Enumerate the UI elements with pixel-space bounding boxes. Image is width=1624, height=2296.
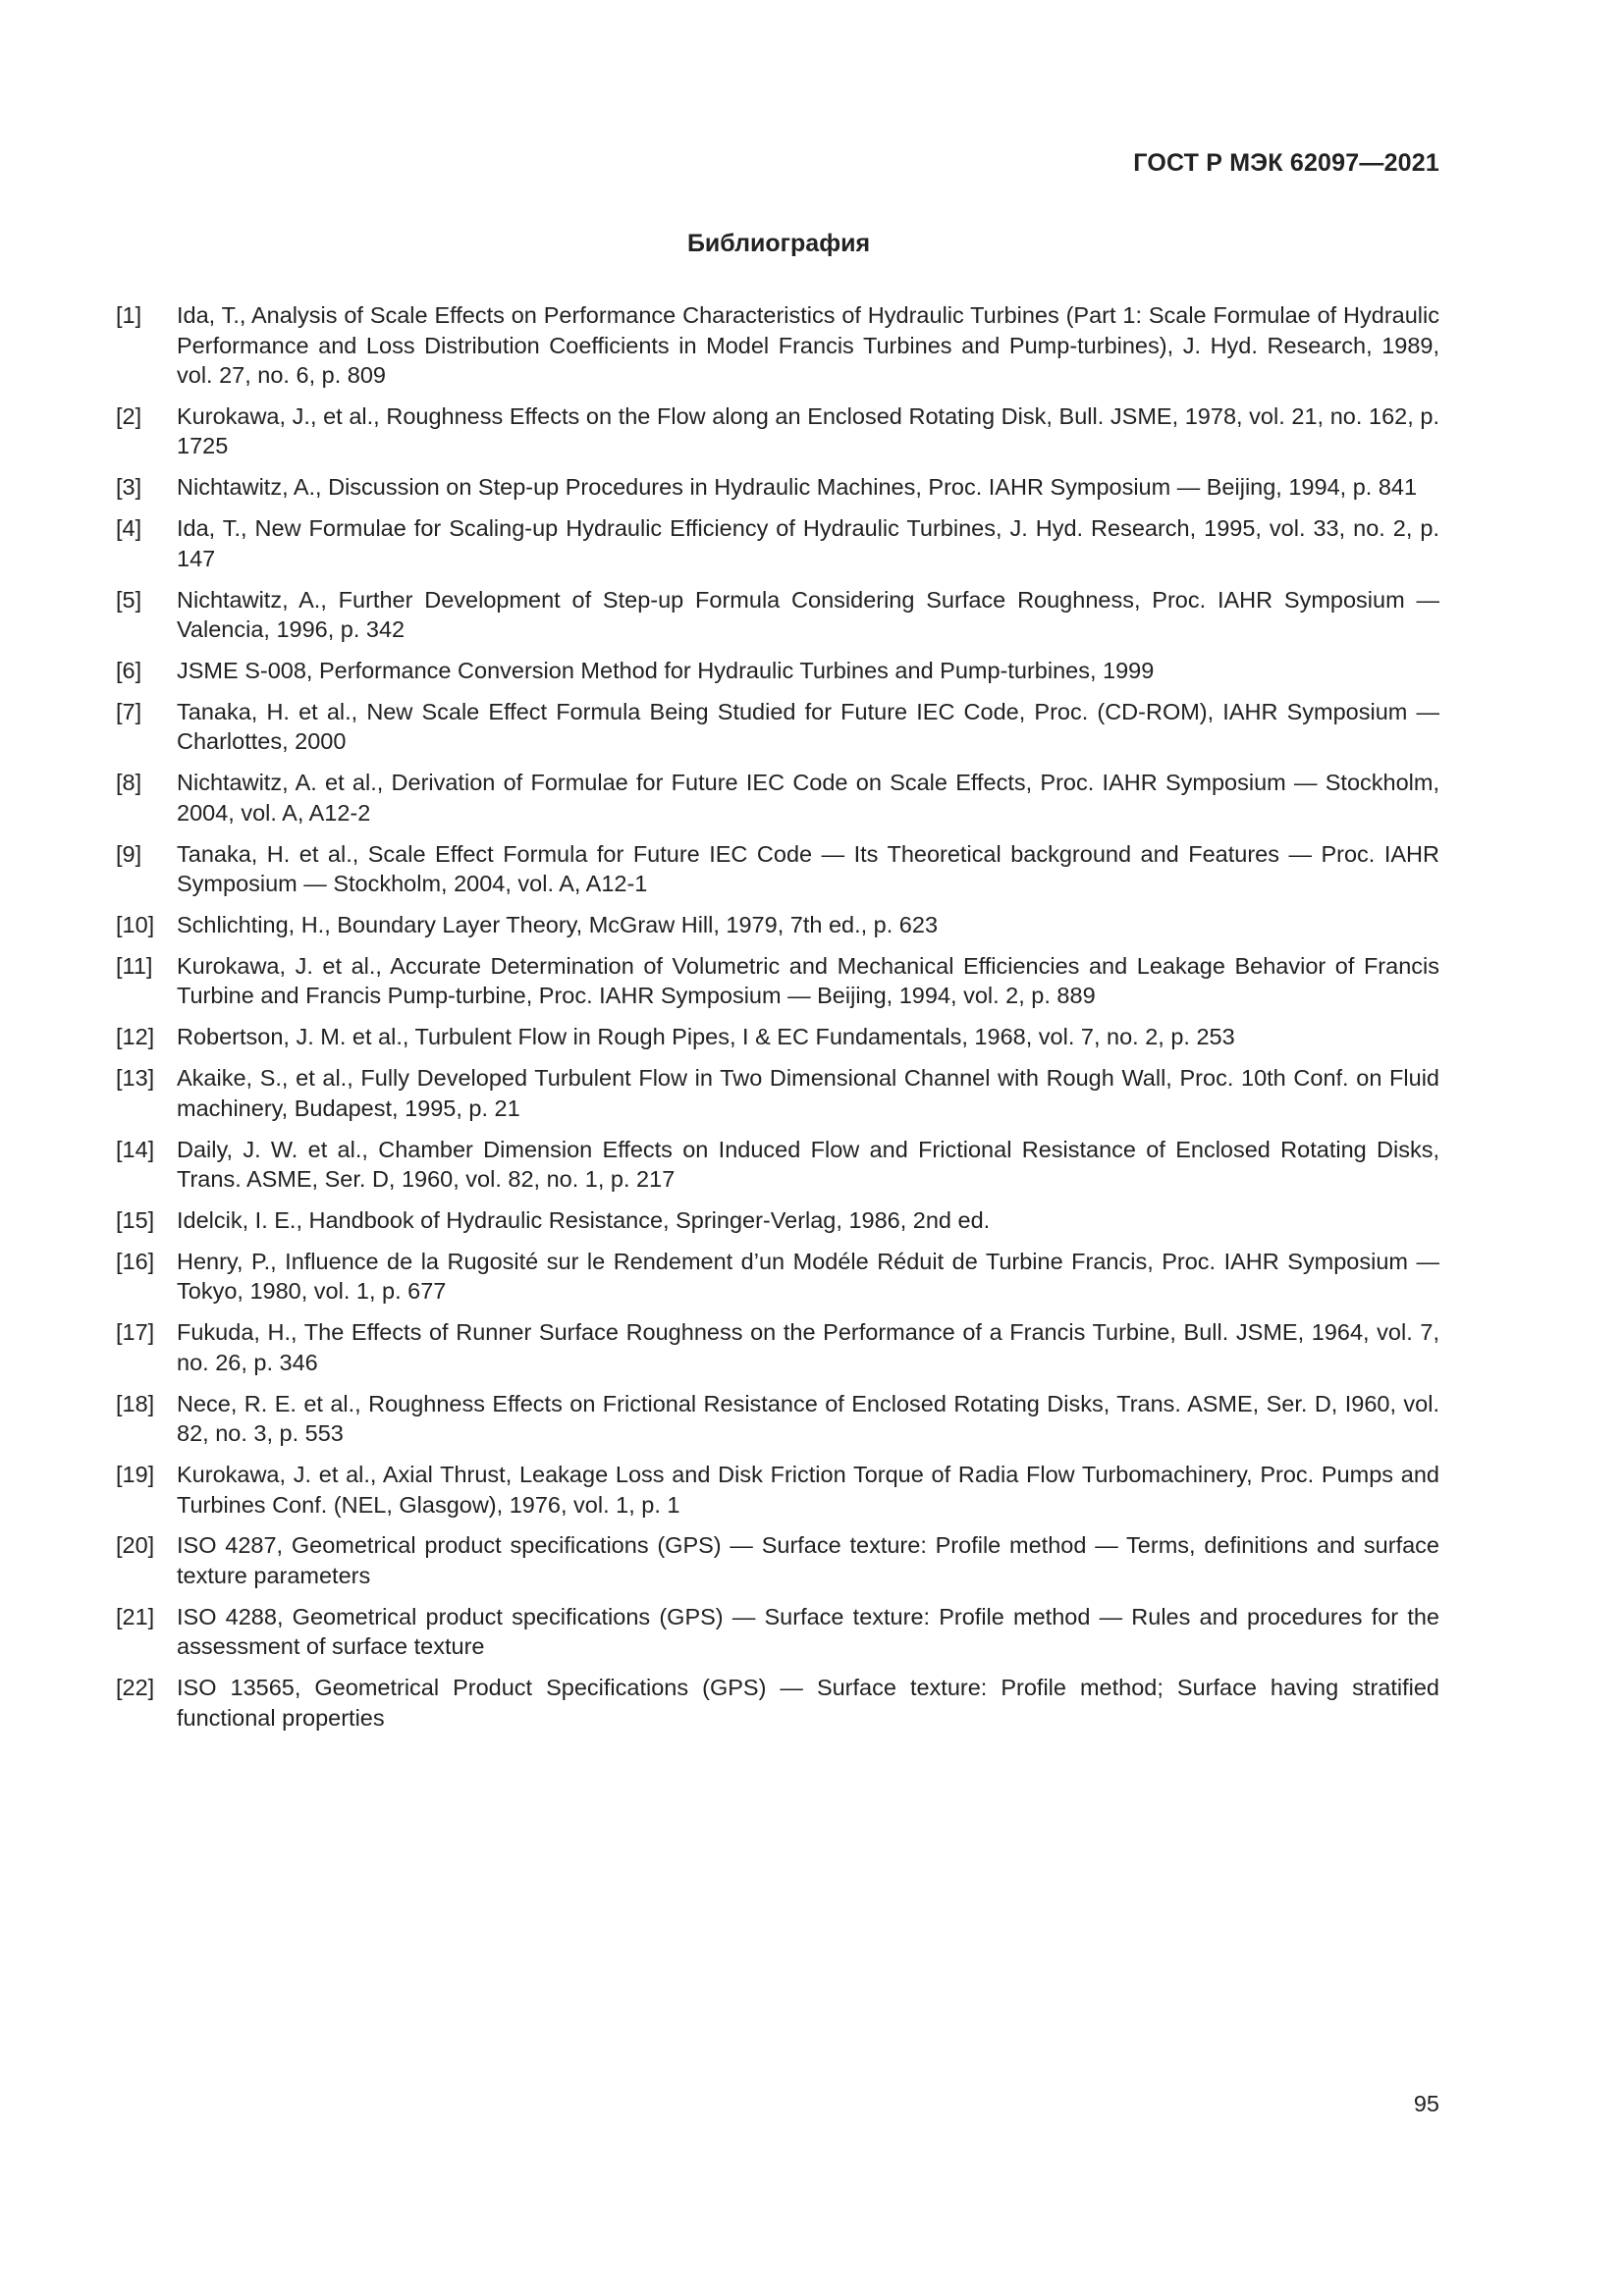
bibliography-entry — [116, 1673, 1439, 1733]
bibliography-entry — [116, 513, 1439, 573]
section-title: Библиография — [686, 230, 871, 257]
reference-text: Kurokawa, J., et al., Roughness Effects on the Flow along an Enclosed Rotating Disk, Bull. JSME, 1978, vol. 21, no. 162, p. 1725 — [177, 402, 1439, 459]
reference-number: [13] — [116, 1065, 155, 1092]
reference-text: Ida, T., Analysis of Scale Effects on Performance Characteristics of Hydraulic Turbines (Part 1: Scale Formulae of Hydraulic Performance and Loss Distribution Coefficients in Model Francis Turbines and Pump-turbines), J. Hyd. Research, 1989, vol. 27, no. 6, p. 809 — [177, 302, 1439, 388]
reference-text: Robertson, J. M. et al., Turbulent Flow in Rough Pipes, I & EC Fundamentals, 1968, vol. 7, no. 2, p. 253 — [177, 1024, 1235, 1050]
bibliography-entry — [116, 1530, 1439, 1590]
bibliography-entry — [116, 1602, 1439, 1662]
page-number: 95 — [1413, 2091, 1439, 2116]
bibliography-entry — [116, 839, 1439, 899]
bibliography-entry — [116, 1063, 1439, 1123]
reference-text: Nichtawitz, A. et al., Derivation of Formulae for Future IEC Code on Scale Effects, Proc. IAHR Symposium — Stockholm, 2004, vol. A, A12-2 — [177, 770, 1439, 826]
reference-number: [18] — [116, 1390, 155, 1416]
bibliography-entry — [116, 1247, 1439, 1307]
reference-text: Nichtawitz, A., Further Development of Step-up Formula Considering Surface Roughness, Proc. IAHR Symposium — Valencia, 1996, p. 342 — [177, 586, 1439, 643]
bibliography-entry — [116, 910, 1439, 940]
reference-text: Tanaka, H. et al., Scale Effect Formula for Future IEC Code — Its Theoretical background and Features — Proc. IAHR Symposium — Stockholm, 2004, vol. A, A12-1 — [177, 840, 1439, 897]
reference-text: Henry, P., Influence de la Rugosité sur le Rendement d’un Modéle Réduit de Turbine Francis, Proc. IAHR Symposium — Tokyo, 1980, vol. 1, p. 677 — [177, 1248, 1439, 1305]
reference-number: [5] — [116, 586, 142, 613]
reference-number: [9] — [116, 840, 142, 867]
bibliography-entry — [116, 768, 1439, 828]
bibliography-entry — [116, 1460, 1439, 1520]
reference-number: [10] — [116, 912, 155, 938]
reference-number: [12] — [116, 1024, 155, 1050]
reference-number: [2] — [116, 402, 142, 429]
reference-text: Kurokawa, J. et al., Accurate Determination of Volumetric and Mechanical Efficiencies and Leakage Behavior of Francis Turbine and Francis Pump-turbine, Proc. IAHR Symposium — Beijing, 1994, vol. 2, p. 889 — [177, 952, 1439, 1009]
reference-number: [16] — [116, 1248, 155, 1274]
bibliography-entry — [116, 951, 1439, 1011]
bibliography-entry — [116, 1135, 1439, 1195]
reference-number: [14] — [116, 1136, 155, 1162]
reference-number: [20] — [116, 1532, 155, 1559]
bibliography-entry — [116, 1022, 1439, 1052]
reference-number: [22] — [116, 1675, 155, 1701]
bibliography-entry — [116, 300, 1439, 391]
bibliography-entry — [116, 1205, 1439, 1236]
reference-text: JSME S-008, Performance Conversion Method for Hydraulic Turbines and Pump-turbines, 1999 — [177, 657, 1155, 683]
reference-text: Akaike, S., et al., Fully Developed Turbulent Flow in Two Dimensional Channel with Rough Wall, Proc. 10th Conf. on Fluid machinery, Budapest, 1995, p. 21 — [177, 1065, 1439, 1121]
reference-number: [17] — [116, 1319, 155, 1346]
reference-text: ISO 13565, Geometrical Product Specifications (GPS) — Surface texture: Profile method; Surface having stratified functional properties — [177, 1675, 1439, 1731]
bibliography-entry — [116, 401, 1439, 461]
bibliography-entry — [116, 697, 1439, 757]
bibliography-list — [116, 300, 1439, 1744]
reference-text: Nichtawitz, A., Discussion on Step-up Procedures in Hydraulic Machines, Proc. IAHR Symposium — Beijing, 1994, p. 841 — [177, 474, 1418, 501]
reference-number: [19] — [116, 1462, 155, 1488]
reference-text: Idelcik, I. E., Handbook of Hydraulic Resistance, Springer-Verlag, 1986, 2nd ed. — [177, 1206, 991, 1233]
reference-text: Tanaka, H. et al., New Scale Effect Formula Being Studied for Future IEC Code, Proc. (CD-ROM), IAHR Symposium — Charlottes, 2000 — [177, 698, 1439, 755]
reference-text: Ida, T., New Formulae for Scaling-up Hydraulic Efficiency of Hydraulic Turbines, J. Hyd. Research, 1995, vol. 33, no. 2, p. 147 — [177, 515, 1439, 571]
reference-number: [7] — [116, 698, 142, 724]
reference-text: Schlichting, H., Boundary Layer Theory, McGraw Hill, 1979, 7th ed., p. 623 — [177, 912, 939, 938]
reference-text: Daily, J. W. et al., Chamber Dimension Effects on Induced Flow and Frictional Resistance of Enclosed Rotating Disks, Trans. ASME, Ser. D, 1960, vol. 82, no. 1, p. 217 — [177, 1136, 1439, 1193]
bibliography-entry — [116, 585, 1439, 645]
reference-number: [4] — [116, 515, 142, 542]
reference-text: Fukuda, H., The Effects of Runner Surface Roughness on the Performance of a Francis Turbine, Bull. JSME, 1964, vol. 7, no. 26, p. 346 — [177, 1319, 1439, 1375]
bibliography-entry — [116, 1317, 1439, 1377]
bibliography-entry — [116, 656, 1439, 686]
bibliography-entry — [116, 1389, 1439, 1449]
document-standard-header: ГОСТ Р МЭК 62097—2021 — [1133, 149, 1439, 177]
reference-number: [8] — [116, 770, 142, 796]
reference-number: [11] — [116, 952, 153, 979]
reference-number: [21] — [116, 1603, 155, 1629]
reference-text: Kurokawa, J. et al., Axial Thrust, Leakage Loss and Disk Friction Torque of Radia Flow Turbomachinery, Proc. Pumps and Turbines Conf. (NEL, Glasgow), 1976, vol. 1, p. 1 — [177, 1462, 1439, 1518]
reference-number: [6] — [116, 657, 142, 683]
reference-text: ISO 4288, Geometrical product specifications (GPS) — Surface texture: Profile method — Rules and procedures for the assessment of surface texture — [177, 1603, 1439, 1660]
reference-number: [3] — [116, 474, 142, 501]
reference-number: [15] — [116, 1206, 155, 1233]
reference-text: Nece, R. E. et al., Roughness Effects on Frictional Resistance of Enclosed Rotating Disks, Trans. ASME, Ser. D, I960, vol. 82, no. 3, p. 553 — [177, 1390, 1439, 1447]
reference-number: [1] — [116, 302, 142, 328]
reference-text: ISO 4287, Geometrical product specifications (GPS) — Surface texture: Profile method — Terms, definitions and surface texture parameters — [177, 1532, 1439, 1588]
bibliography-entry — [116, 472, 1439, 503]
